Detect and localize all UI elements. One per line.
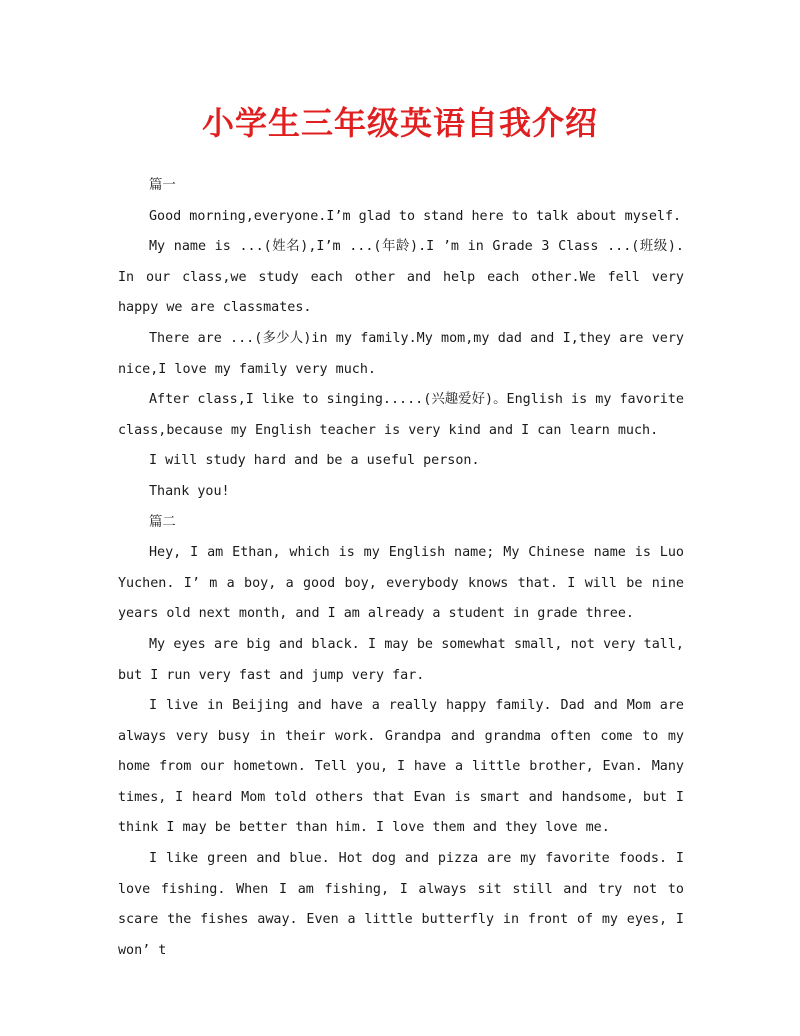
paragraph: Thank you!	[149, 483, 230, 499]
paragraph: Hey, I am Ethan, which is my English name; My Chinese name is Luo Yuchen. I’ m a boy, a good boy, everybody knows that. I will be nine years old next month, and I am already a student in grade three.	[118, 545, 684, 622]
document-title: 小学生三年级英语自我介绍	[201, 104, 598, 142]
paragraph: My name is ...(姓名),I’m ...(年龄).I ’m in Grade 3 Class ...(班级). In our class,we study each other and help each other.We fell very happy we are classmates.	[118, 239, 684, 316]
paragraph: There are ...(多少人)in my family.My mom,my dad and I,they are very nice,I love my family very much.	[118, 330, 684, 377]
section-heading: 篇一	[149, 178, 176, 193]
paragraph: I like green and blue. Hot dog and pizza are my favorite foods. I love fishing. When I am fishing, I always sit still and try not to scare the fishes away. Even a little butterfly in front of my eyes, I won’ t	[118, 851, 684, 958]
paragraph: I live in Beijing and have a really happy family. Dad and Mom are always very busy in their work. Grandpa and grandma often come to my home from our hometown. Tell you, I have a little brother, Evan. Many times, I heard Mom told others that Evan is smart and handsome, but I think I may be better than him. I love them and they love me.	[118, 698, 684, 836]
paragraph: I will study hard and be a useful person.	[149, 453, 480, 469]
paragraph: Good morning,everyone.I’m glad to stand here to talk about myself.	[149, 208, 682, 224]
document-body	[118, 171, 684, 966]
paragraph: My eyes are big and black. I may be somewhat small, not very tall, but I run very fast and jump very far.	[118, 636, 684, 683]
paragraph: After class,I like to singing.....(兴趣爱好)。English is my favorite class,because my English teacher is very kind and I can learn much.	[118, 392, 684, 438]
section-heading: 篇二	[149, 514, 176, 530]
